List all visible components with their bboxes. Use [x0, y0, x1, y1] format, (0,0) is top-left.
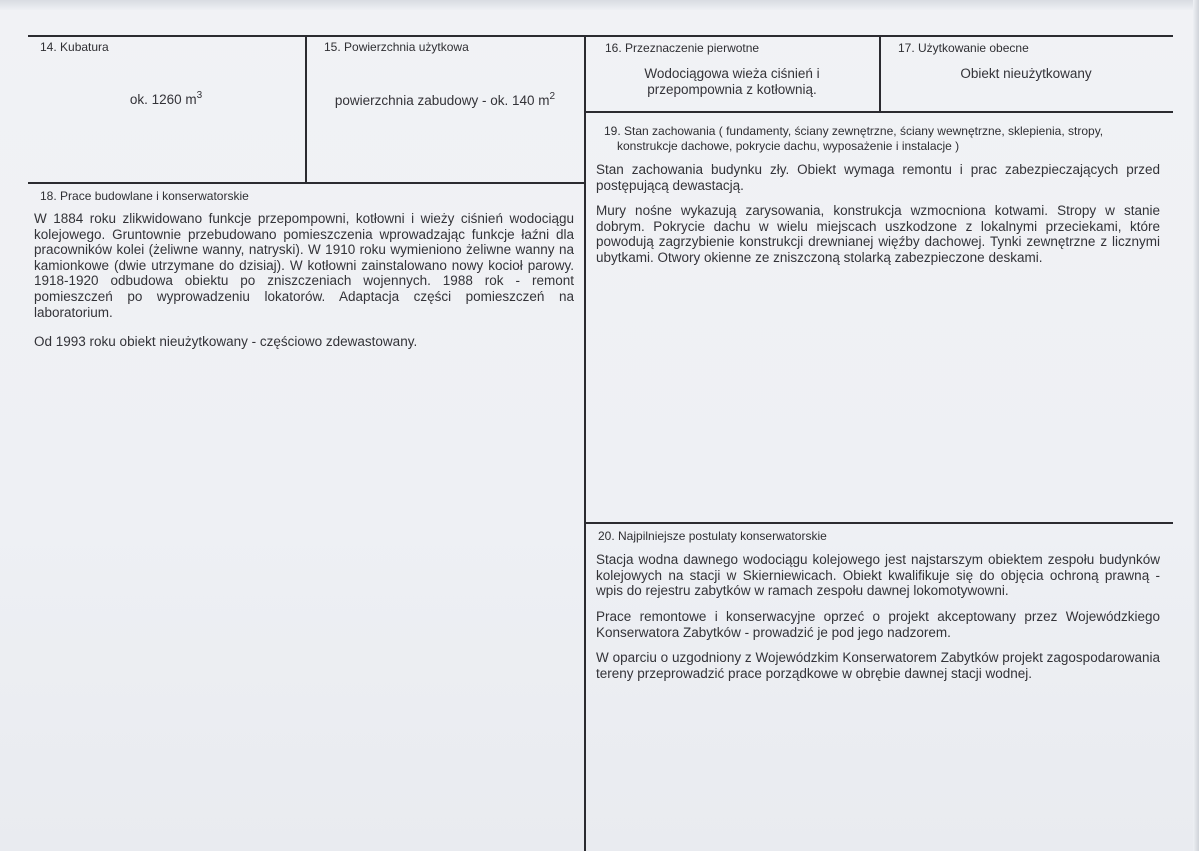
prace-budowlane-label: 18. Prace budowlane i konserwatorskie [40, 189, 249, 203]
powierzchnia-label: 15. Powierzchnia użytkowa [324, 40, 469, 54]
paper-edge-right [1193, 0, 1199, 851]
przeznaczenie-value-line1: Wodociągowa wieża ciśnień i [644, 66, 820, 81]
divider-16-17 [879, 35, 881, 112]
kubatura-value-main: ok. 1260 m [129, 92, 197, 107]
section-20-top-border [585, 522, 1173, 524]
stan-zachowania-label-line2: konstrukcje dachowe, pokrycie dachu, wyposażenie i instalacje ) [617, 139, 960, 153]
divider-14-15 [305, 35, 307, 183]
top-border [28, 35, 1173, 37]
prace-budowlane-paragraph: Od 1993 roku obiekt nieużytkowany - częściowo zdewastowany. [34, 334, 418, 349]
przeznaczenie-label: 16. Przeznaczenie pierwotne [605, 41, 760, 55]
uzytkowanie-value: Obiekt nieużytkowany [960, 66, 1092, 81]
powierzchnia-value [312, 89, 578, 109]
paper-edge-top [0, 0, 1199, 10]
stan-zachowania-label-line1: 19. Stan zachowania ( fundamenty, ściany zewnętrzne, ściany wewnętrzne, sklepienia, stropy, [604, 124, 1104, 138]
przeznaczenie-value [590, 66, 874, 98]
powierzchnia-value-main: powierzchnia zabudowy - ok. 140 m [334, 93, 550, 108]
kubatura-label: 14. Kubatura [40, 40, 109, 54]
divider-left-right [584, 35, 586, 851]
powierzchnia-value-exponent: 2 [549, 91, 556, 102]
stan-zachowania-paragraph: Stan zachowania budynku zły. Obiekt wymaga remontu i prac zabezpieczających przed postępującą dewastacją. [596, 162, 1160, 193]
postulaty-paragraph: W oparciu o uzgodniony z Wojewódzkim Konserwatorem Zabytków projekt zagospodarowania tereny przeprowadzić prace porządkowe w obrębie dawnej stacji wodnej. [596, 650, 1160, 681]
stan-zachowania-paragraph: Mury nośne wykazują zarysowania, konstrukcja wzmocniona kotwami. Stropy w stanie dobrym. Pokrycie dachu w wielu miejscach uszkodzone z lokalnymi przeciekami, które powodują zagrzybienie konstrukcji drewnianej więźby dachowej. Tynki zewnętrzne z licznymi ubytkami. Otwory okienne ze zniszczoną stolarką zabezpieczone deskami. [596, 203, 1160, 265]
kubatura-value [40, 88, 292, 108]
postulaty-label: 20. Najpilniejsze postulaty konserwatorskie [598, 529, 827, 543]
kubatura-value-exponent: 3 [196, 90, 203, 101]
postulaty-paragraph: Prace remontowe i konserwacyjne oprzeć o projekt akceptowany przez Wojewódzkiego Konserwatora Zabytków - prowadzić je pod jego nadzorem. [596, 609, 1160, 640]
przeznaczenie-value-line2: przepompownia z kotłownią. [647, 82, 817, 97]
uzytkowanie-label: 17. Użytkowanie obecne [898, 41, 1029, 55]
postulaty-paragraph: Stacja wodna dawnego wodociągu kolejowego jest najstarszym obiektem zespołu budynków kolejowych na stacji w Skierniewicach. Obiekt kwalifikuje się do objęcia ochroną prawną - wpis do rejestru zabytków w ramach zespołu dawnej lokomotywowni. [596, 552, 1160, 599]
prace-budowlane-paragraph: W 1884 roku zlikwidowano funkcje przepompowni, kotłowni i wieży ciśnień wodociągu kolejowego. Gruntownie przebudowano pomieszczenia wprowadzając funkcje łaźni dla pracowników kolei (żeliwne wanny, natryski). W 1910 roku wymieniono żeliwne wanny na kamionkowe (dwie utrzymane do dzisiaj). W kotłowni zainstalowano nowy kocioł parowy. 1918-1920 odbudowa obiektu po zniszczeniach wojennych. 1988 rok - remont pomieszczeń po wyprowadzeniu lokatorów. Adaptacja części pomieszczeń na laboratorium. [34, 211, 574, 320]
